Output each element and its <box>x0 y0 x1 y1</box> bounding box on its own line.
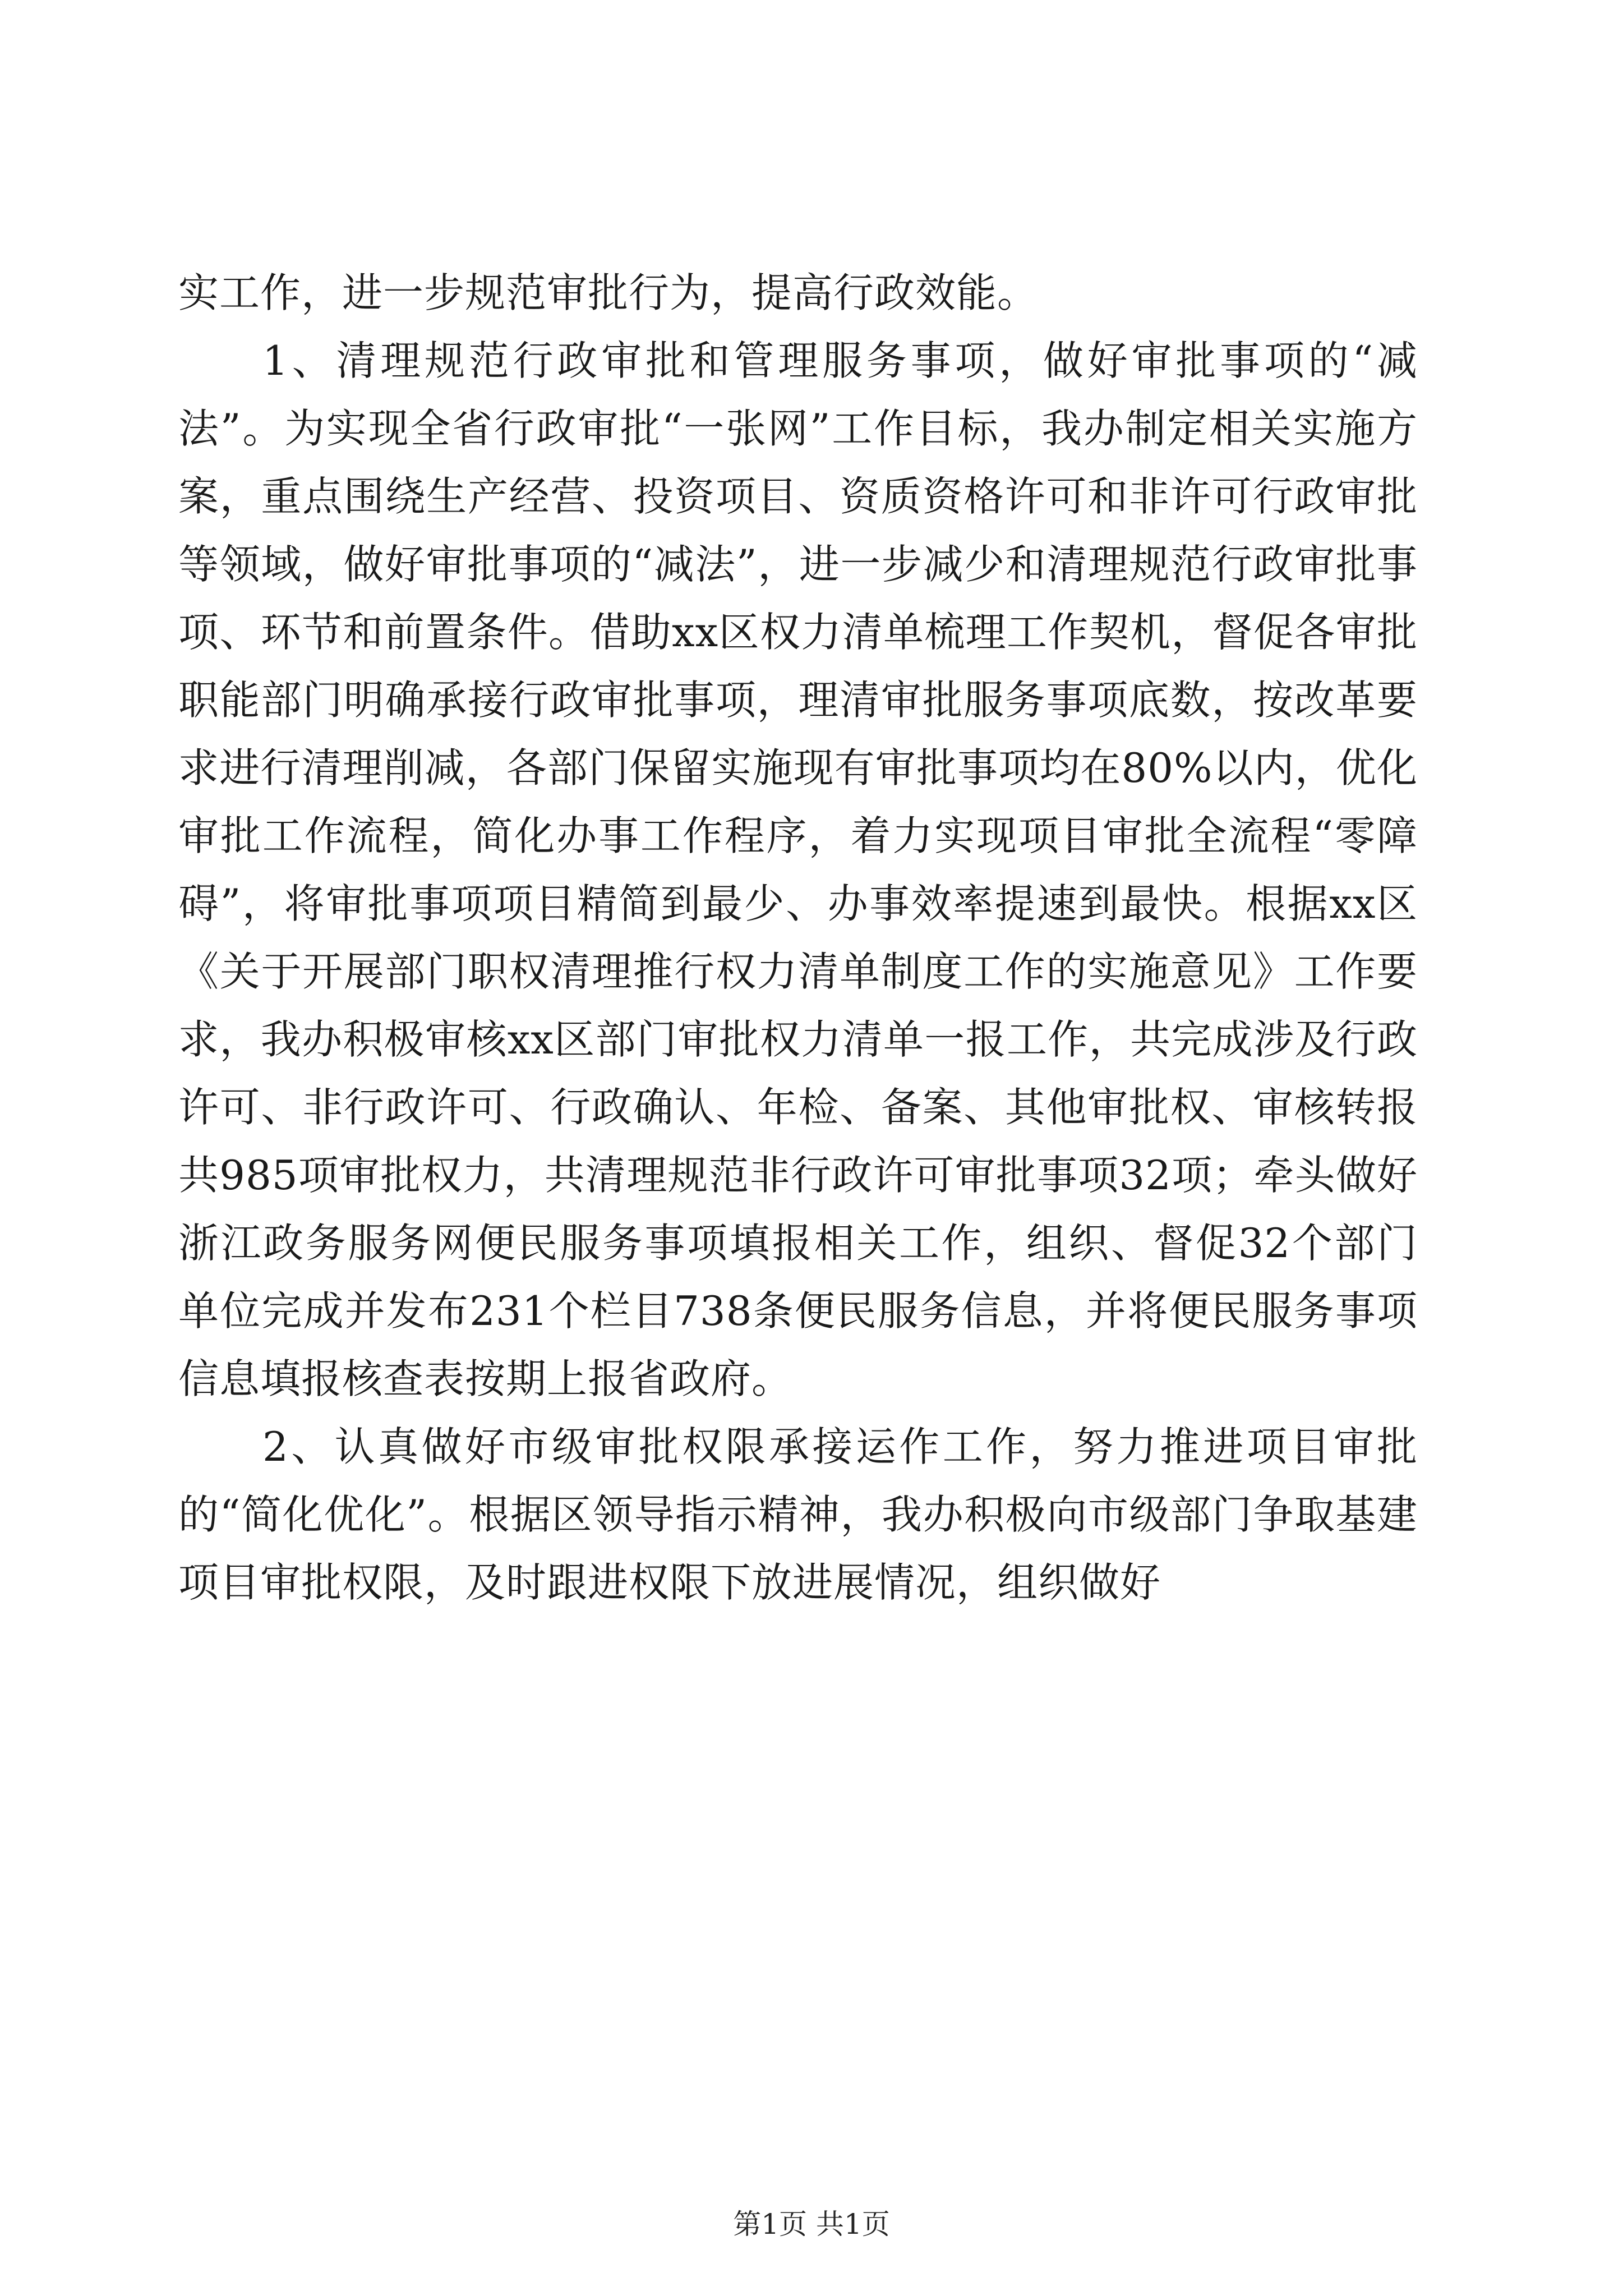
paragraph-item-2: 2、认真做好市级审批权限承接运作工作，努力推进项目审批的“简化优化”。根据区领导指示精神，我办积极向市级部门争取基建项目审批权限，及时跟进权限下放进展情况，组织做好 <box>178 1423 1418 1606</box>
page-footer: 第1页 共1页 <box>733 2208 890 2240</box>
paragraph-item-1: 1、清理规范行政审批和管理服务事项，做好审批事项的“减法”。为实现全省行政审批“一张网”工作目标，我办制定相关实施方案，重点围绕生产经营、投资项目、资质资格许可和非许可行政审批等领域，做好审批事项的“减法”，进一步减少和清理规范行政审批事项、环节和前置条件。借助xx区权力清单梳理工作契机，督促各审批职能部门明确承接行政审批事项，理清审批服务事项底数，按改革要求进行清理削减，各部门保留实施现有审批事项均在80%以内，优化审批工作流程，简化办事工作程序，着力实现项目审批全流程“零障碍”，将审批事项项目精简到最少、办事效率提速到最快。根据xx区《关于开展部门职权清理推行权力清单制度工作的实施意见》工作要求，我办积极审核xx区部门审批权力清单一报工作，共完成涉及行政许可、非行政许可、行政确认、年检、备案、其他审批权、审核转报共985项审批权力，共清理规范非行政许可审批事项32项；牵头做好浙江政务服务网便民服务事项填报相关工作，组织、督促32个部门单位完成并发布231个栏目738条便民服务信息，并将便民服务事项信息填报核查表按期上报省政府。 <box>178 337 1418 1402</box>
paragraph-continuation: 实工作，进一步规范审批行为，提高行政效能。 <box>178 269 1039 316</box>
document-body <box>178 259 1418 1617</box>
